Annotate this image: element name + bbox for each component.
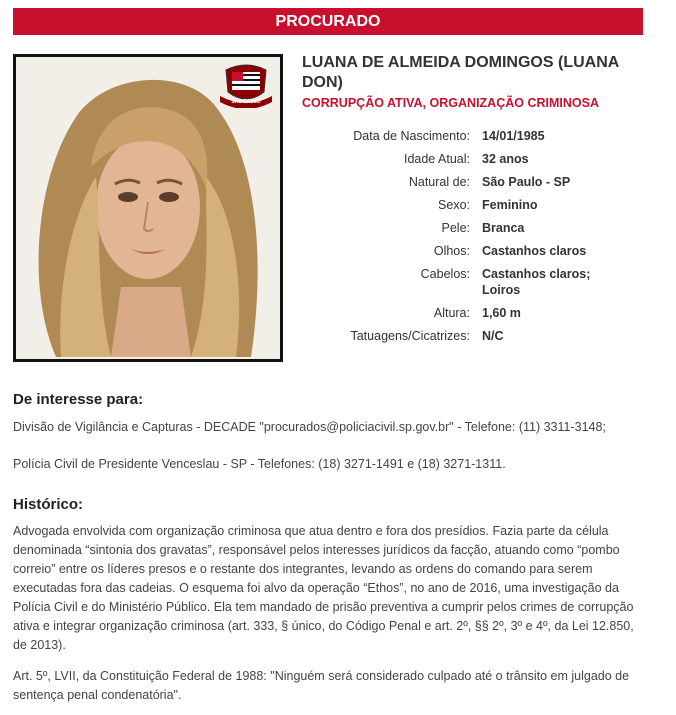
fact-row-age: Idade Atual: 32 anos	[403, 152, 529, 166]
svg-text:SÃO PAULO: SÃO PAULO	[231, 99, 261, 105]
wanted-banner: PROCURADO	[13, 8, 643, 35]
history-heading: Histórico:	[13, 496, 84, 513]
fact-row-hair: Cabelos: Castanhos claros; Loiros	[420, 267, 591, 297]
fact-row-birthplace: Natural de: São Paulo - SP	[408, 175, 571, 189]
crime-list: CORRUPÇÃO ATIVA, ORGANIZAÇÃO CRIMINOSA	[302, 96, 599, 110]
personal-facts	[300, 128, 640, 351]
fact-row-sex: Sexo: Feminino	[438, 198, 538, 212]
history-paragraph: Advogada envolvida com organização criminosa que atua dentro e fora dos presídios. Fazia parte da célula denominada “sintonia dos gravatas”, responsável pelos interesses jurídicos da facção, atuando como “pombo correio” entre os líderes presos e o restante dos integrantes, levando as ordens do comando para serem executadas fora das cadeias. O esquema foi alvo da operação “Ethos”, no ano de 2016, uma investigação da Polícia Civil e do Ministério Público. Ela tem mandado de prisão preventiva a cumprir pelos crimes de corrupção ativa e integrar organização criminosa (art. 333, § único, do Código Penal e art. 2º, §§ 2º, 3º e 4º, da Lei 12.850, de 2013).	[13, 524, 634, 652]
suspect-name: LUANA DE ALMEIDA DOMINGOS (LUANA DON)	[302, 54, 619, 91]
fact-row-birthdate: Data de Nascimento: 14/01/1985	[353, 129, 545, 143]
fact-row-skin: Pele: Branca	[441, 221, 525, 235]
fact-row-height: Altura: 1,60 m	[433, 306, 521, 320]
constitution-note: Art. 5º, LVII, da Constituição Federal de 1988: "Ninguém será considerado culpado até o trânsito em julgado de sentença penal condenatória".	[13, 669, 630, 702]
sao-paulo-crest-icon	[216, 62, 276, 108]
fact-row-tattoos: Tatuagens/Cicatrizes: N/C	[350, 329, 504, 343]
fact-row-eyes: Olhos: Castanhos claros	[433, 244, 587, 258]
interest-contact-decade: Divisão de Vigilância e Capturas - DECADE "procurados@policiacivil.sp.gov.br" - Telefone: (11) 3311-3148;	[13, 420, 606, 434]
interest-heading: De interesse para:	[13, 391, 144, 408]
interest-contact-venceslau: Polícia Civil de Presidente Venceslau - SP - Telefones: (18) 3271-1491 e (18) 3271-1311.	[13, 457, 506, 471]
